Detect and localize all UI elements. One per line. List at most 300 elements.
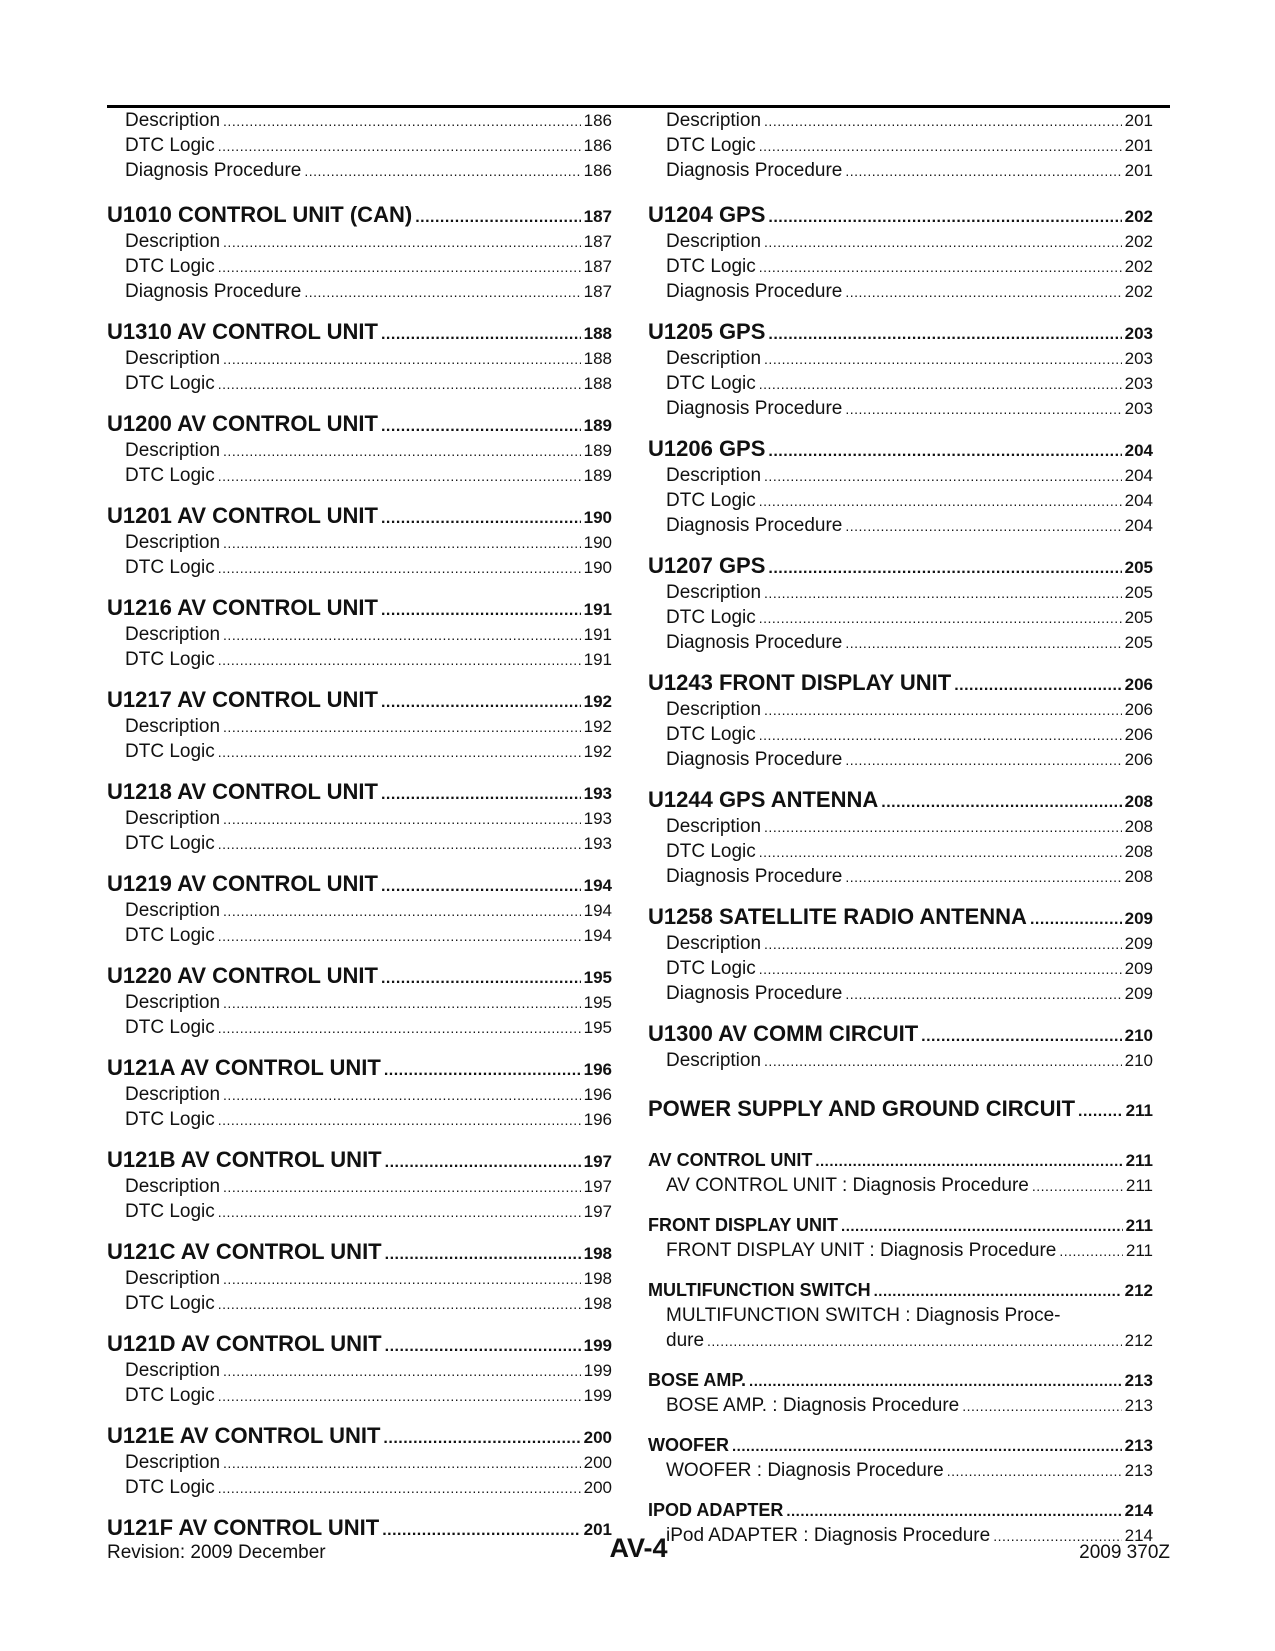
page-footer	[107, 1530, 1170, 1564]
toc-section-page: 188	[583, 324, 612, 343]
toc-item-label: Description	[666, 348, 762, 369]
toc-subsection-heading[interactable]	[648, 1432, 1153, 1458]
toc-item[interactable]	[107, 1450, 612, 1475]
dot-leader	[223, 109, 581, 134]
toc-section-title: U1310 AV CONTROL UNIT	[107, 319, 378, 344]
toc-section-page: 202	[1124, 207, 1153, 226]
toc-item-page: 189	[583, 466, 612, 485]
toc-item-label: Diagnosis Procedure	[666, 398, 843, 419]
toc-item[interactable]	[107, 622, 612, 647]
toc-item-page: 208	[1124, 867, 1153, 886]
dot-leader	[218, 1384, 581, 1409]
toc-item-label: Description	[125, 992, 221, 1013]
toc-item-page: 187	[583, 282, 612, 301]
toc-item-page: 188	[583, 349, 612, 368]
dot-leader	[759, 489, 1122, 514]
toc-item-label: Diagnosis Procedure	[666, 160, 843, 181]
toc-section-title: U121B AV CONTROL UNIT	[107, 1147, 382, 1172]
toc-item[interactable]	[648, 697, 1153, 722]
toc-item[interactable]	[107, 1199, 612, 1224]
toc-item-label: Description	[125, 1268, 221, 1289]
dot-leader	[786, 1499, 1121, 1525]
toc-item-page: 196	[583, 1085, 612, 1104]
toc-section-heading[interactable]	[648, 786, 1153, 814]
dot-leader	[381, 597, 581, 625]
dot-leader	[304, 159, 580, 184]
toc-section-page: 190	[583, 508, 612, 527]
toc-subsection-title: BOSE AMP.	[648, 1370, 747, 1390]
toc-item[interactable]	[107, 647, 612, 672]
dot-leader	[845, 280, 1121, 305]
toc-item[interactable]	[107, 923, 612, 948]
toc-section-title: U1243 FRONT DISPLAY UNIT	[648, 670, 952, 695]
toc-item[interactable]	[107, 463, 612, 488]
toc-item-label: DTC Logic	[125, 833, 215, 854]
dot-leader	[381, 321, 581, 349]
toc-section-page: 198	[583, 1244, 612, 1263]
toc-item-page: 213	[1124, 1396, 1153, 1415]
dot-leader	[759, 372, 1122, 397]
toc-item-label: dure	[666, 1330, 705, 1351]
toc-subsection-heading[interactable]	[648, 1277, 1153, 1303]
dot-leader	[707, 1329, 1122, 1354]
toc-item-page: 198	[583, 1269, 612, 1288]
dot-leader	[383, 1425, 580, 1453]
toc-item-label: Description	[125, 1176, 221, 1197]
toc-section-heading[interactable]	[107, 1422, 612, 1450]
toc-section-title: U1244 GPS ANTENNA	[648, 787, 879, 812]
dot-leader	[218, 464, 581, 489]
toc-item-page: 188	[583, 374, 612, 393]
toc-section-title: U1204 GPS	[648, 202, 766, 227]
toc-subsection-title: FRONT DISPLAY UNIT	[648, 1215, 839, 1235]
toc-item-page: 194	[583, 926, 612, 945]
toc-item-page: 205	[1124, 608, 1153, 627]
toc-item[interactable]	[648, 605, 1153, 630]
toc-item[interactable]	[107, 133, 612, 158]
toc-subsection-page: 213	[1124, 1436, 1153, 1455]
toc-item[interactable]	[107, 254, 612, 279]
dot-leader	[845, 397, 1121, 422]
dot-leader	[764, 581, 1122, 606]
toc-item-label: DTC Logic	[125, 1017, 215, 1038]
toc-section-title: U1201 AV CONTROL UNIT	[107, 503, 378, 528]
toc-section-title: U1200 AV CONTROL UNIT	[107, 411, 378, 436]
toc-item-label: DTC Logic	[125, 649, 215, 670]
toc-section-title: U121F AV CONTROL UNIT	[107, 1515, 380, 1540]
toc-item-page: 197	[583, 1202, 612, 1221]
toc-item-page: 195	[583, 993, 612, 1012]
toc-item-label: Description	[666, 699, 762, 720]
toc-item[interactable]	[107, 371, 612, 396]
toc-item[interactable]	[648, 839, 1153, 864]
toc-section-page: 189	[583, 416, 612, 435]
toc-section-page: 187	[583, 207, 612, 226]
toc-item[interactable]	[648, 747, 1153, 772]
toc-section-page: 205	[1124, 558, 1153, 577]
toc-item-page: 204	[1124, 516, 1153, 535]
toc-item[interactable]	[648, 133, 1153, 158]
dot-leader	[921, 1023, 1121, 1051]
dot-leader	[954, 672, 1121, 700]
toc-item[interactable]	[107, 1174, 612, 1199]
toc-item[interactable]	[107, 1291, 612, 1316]
dot-leader	[845, 982, 1121, 1007]
toc-item-label: DTC Logic	[666, 724, 756, 745]
toc-item[interactable]	[107, 158, 612, 183]
toc-item-page: 189	[583, 441, 612, 460]
toc-item-label: DTC Logic	[666, 256, 756, 277]
toc-section-heading[interactable]	[648, 318, 1153, 346]
toc-item[interactable]	[107, 1107, 612, 1132]
toc-item[interactable]	[648, 1238, 1153, 1263]
dot-leader	[218, 1476, 581, 1501]
toc-item-label: Description	[125, 231, 221, 252]
toc-item-label: Description	[125, 716, 221, 737]
dot-leader	[223, 1267, 581, 1292]
toc-section-title: U1220 AV CONTROL UNIT	[107, 963, 378, 988]
dot-leader	[1030, 906, 1122, 934]
toc-item-label: Description	[666, 110, 762, 131]
toc-item-label: DTC Logic	[125, 1385, 215, 1406]
toc-item[interactable]	[648, 396, 1153, 421]
dot-leader	[218, 134, 581, 159]
dot-leader	[881, 789, 1121, 817]
toc-item-page: 190	[583, 533, 612, 552]
toc-item-page: 186	[583, 161, 612, 180]
toc-item-label: Description	[666, 465, 762, 486]
dot-leader	[218, 556, 581, 581]
toc-section-page: 209	[1124, 909, 1153, 928]
toc-item[interactable]	[648, 580, 1153, 605]
toc-item-page: 210	[1124, 1051, 1153, 1070]
toc-item-page: 204	[1124, 466, 1153, 485]
toc-item[interactable]	[648, 1328, 1153, 1353]
toc-section-heading[interactable]	[107, 778, 612, 806]
toc-item[interactable]	[107, 831, 612, 856]
dot-leader	[947, 1459, 1122, 1484]
toc-item-label: DTC Logic	[666, 373, 756, 394]
toc-item-page: 186	[583, 111, 612, 130]
toc-subsection-page: 213	[1124, 1371, 1153, 1390]
toc-item[interactable]	[107, 1383, 612, 1408]
toc-section-title: U121E AV CONTROL UNIT	[107, 1423, 381, 1448]
toc-section-heading[interactable]	[107, 594, 612, 622]
toc-item-page: 186	[583, 136, 612, 155]
toc-section-heading[interactable]	[107, 410, 612, 438]
dot-leader	[759, 723, 1122, 748]
toc-item-label: DTC Logic	[125, 373, 215, 394]
dot-leader	[764, 464, 1122, 489]
toc-section-title: POWER SUPPLY AND GROUND CIRCUIT	[648, 1096, 1076, 1121]
toc-item-label: Description	[666, 1050, 762, 1071]
toc-item[interactable]	[648, 981, 1153, 1006]
toc-item-page: 197	[583, 1177, 612, 1196]
toc-subsection-heading[interactable]	[648, 1212, 1153, 1238]
dot-leader	[845, 631, 1121, 656]
toc-item[interactable]	[107, 438, 612, 463]
toc-item-label: DTC Logic	[666, 490, 756, 511]
toc-item[interactable]	[648, 346, 1153, 371]
toc-item-page: 190	[583, 558, 612, 577]
model-text: 2009 370Z	[1079, 1542, 1170, 1563]
toc-item[interactable]	[107, 990, 612, 1015]
dot-leader	[381, 505, 581, 533]
toc-item-label: Description	[125, 110, 221, 131]
dot-leader	[1078, 1098, 1123, 1126]
dot-leader	[223, 715, 581, 740]
toc-item-label: DTC Logic	[125, 741, 215, 762]
toc-item[interactable]	[648, 513, 1153, 538]
toc-item-page: 211	[1125, 1176, 1153, 1195]
dot-leader	[385, 1241, 581, 1269]
dot-leader	[764, 932, 1122, 957]
toc-item-label: DTC Logic	[125, 135, 215, 156]
dot-leader	[759, 957, 1122, 982]
toc-item-label: Description	[125, 900, 221, 921]
toc-subsection-page: 211	[1125, 1216, 1153, 1235]
toc-section-page: 195	[583, 968, 612, 987]
toc-item[interactable]	[107, 229, 612, 254]
toc-section-page: 203	[1124, 324, 1153, 343]
toc-section-heading[interactable]	[648, 1095, 1153, 1123]
toc-item[interactable]	[107, 530, 612, 555]
toc-item-label: DTC Logic	[666, 135, 756, 156]
toc-item[interactable]	[648, 630, 1153, 655]
toc-subsection-page: 211	[1125, 1151, 1153, 1170]
toc-section-title: U1300 AV COMM CIRCUIT	[648, 1021, 919, 1046]
dot-leader	[381, 965, 581, 993]
toc-item-page: 201	[1124, 111, 1153, 130]
toc-item-label: DTC Logic	[666, 841, 756, 862]
toc-item-page: 191	[583, 650, 612, 669]
toc-subsection-heading[interactable]	[648, 1497, 1153, 1523]
toc-section-heading[interactable]	[107, 1146, 612, 1174]
toc-subsection-heading[interactable]	[648, 1367, 1153, 1393]
toc-item[interactable]	[648, 158, 1153, 183]
dot-leader	[764, 815, 1122, 840]
toc-item-label: Diagnosis Procedure	[666, 632, 843, 653]
toc-item[interactable]	[648, 254, 1153, 279]
toc-item[interactable]	[107, 555, 612, 580]
toc-item-page: 214	[1124, 1526, 1153, 1545]
toc-section-title: U1205 GPS	[648, 319, 766, 344]
toc-item[interactable]	[648, 956, 1153, 981]
toc-section-page: 197	[583, 1152, 612, 1171]
toc-item[interactable]	[107, 806, 612, 831]
toc-item-page: 194	[583, 901, 612, 920]
toc-section-heading[interactable]	[107, 686, 612, 714]
toc-item[interactable]	[107, 898, 612, 923]
toc-item[interactable]	[107, 1015, 612, 1040]
toc-section-heading[interactable]	[107, 502, 612, 530]
toc-item-label: DTC Logic	[125, 1293, 215, 1314]
toc-item-page: 187	[583, 232, 612, 251]
toc-item[interactable]	[648, 108, 1153, 133]
dot-leader	[223, 807, 581, 832]
toc-item[interactable]	[107, 1358, 612, 1383]
toc-item[interactable]	[648, 371, 1153, 396]
dot-leader	[845, 748, 1121, 773]
toc-item[interactable]	[648, 229, 1153, 254]
toc-item-page: 202	[1124, 257, 1153, 276]
toc-section-title: U1219 AV CONTROL UNIT	[107, 871, 378, 896]
dot-leader	[874, 1279, 1122, 1305]
toc-item-page: 211	[1125, 1241, 1153, 1260]
toc-item[interactable]	[648, 279, 1153, 304]
toc-item-page: 208	[1124, 817, 1153, 836]
toc-section-title: U1206 GPS	[648, 436, 766, 461]
toc-item-label: Diagnosis Procedure	[666, 866, 843, 887]
toc-section-heading[interactable]	[107, 201, 612, 229]
toc-subsection-page: 214	[1124, 1501, 1153, 1520]
dot-leader	[218, 1200, 581, 1225]
toc-section-heading[interactable]	[648, 552, 1153, 580]
toc-item[interactable]	[107, 1475, 612, 1500]
toc-item-page: 196	[583, 1110, 612, 1129]
toc-item-label: DTC Logic	[125, 925, 215, 946]
dot-leader	[223, 531, 581, 556]
toc-item-label: Diagnosis Procedure	[125, 160, 302, 181]
dot-leader	[815, 1149, 1122, 1175]
page-id: AV-4	[609, 1533, 668, 1563]
toc-section-heading[interactable]	[648, 435, 1153, 463]
toc-item-label: DTC Logic	[125, 465, 215, 486]
dot-leader	[759, 840, 1122, 865]
dot-leader	[764, 347, 1122, 372]
toc-item-wrapped-line[interactable]	[648, 1303, 1153, 1328]
toc-item-page: 198	[583, 1294, 612, 1313]
dot-leader	[218, 924, 581, 949]
toc-item[interactable]	[648, 1173, 1153, 1198]
toc-item[interactable]	[648, 463, 1153, 488]
toc-item-label: DTC Logic	[125, 256, 215, 277]
dot-leader	[223, 623, 581, 648]
dot-leader	[759, 255, 1122, 280]
toc-subsection-title: MULTIFUNCTION SWITCH	[648, 1280, 871, 1300]
toc-item[interactable]	[648, 864, 1153, 889]
dot-leader	[218, 1292, 581, 1317]
dot-leader	[304, 280, 580, 305]
dot-leader	[223, 1175, 581, 1200]
toc-item-label: DTC Logic	[666, 958, 756, 979]
toc-item[interactable]	[648, 814, 1153, 839]
toc-section-heading[interactable]	[648, 903, 1153, 931]
toc-item-page: 199	[583, 1361, 612, 1380]
toc-item-page: 200	[583, 1478, 612, 1497]
toc-item[interactable]	[648, 1048, 1153, 1073]
toc-section-heading[interactable]	[107, 870, 612, 898]
toc-item-label: Diagnosis Procedure	[666, 983, 843, 1004]
toc-item[interactable]	[648, 1393, 1153, 1418]
toc-section-heading[interactable]	[648, 201, 1153, 229]
toc-subsection-heading[interactable]	[648, 1147, 1153, 1173]
toc-section-heading[interactable]	[107, 1054, 612, 1082]
toc-item[interactable]	[107, 714, 612, 739]
toc-item[interactable]	[648, 488, 1153, 513]
dot-leader	[415, 204, 580, 232]
toc-section-page: 196	[583, 1060, 612, 1079]
dot-leader	[764, 1049, 1122, 1074]
toc-section-page: 200	[583, 1428, 612, 1447]
dot-leader	[218, 255, 581, 280]
toc-section-title: U121A AV CONTROL UNIT	[107, 1055, 381, 1080]
toc-section-page: 208	[1124, 792, 1153, 811]
dot-leader	[381, 689, 581, 717]
dot-leader	[223, 1359, 581, 1384]
dot-leader	[218, 832, 581, 857]
toc-item-label: BOSE AMP. : Diagnosis Procedure	[666, 1395, 960, 1416]
dot-leader	[223, 230, 581, 255]
toc-section-heading[interactable]	[648, 1020, 1153, 1048]
toc-item-page: 204	[1124, 491, 1153, 510]
dot-leader	[223, 899, 581, 924]
dot-leader	[1032, 1174, 1123, 1199]
toc-item-page: 203	[1124, 349, 1153, 368]
toc-section-heading[interactable]	[107, 1238, 612, 1266]
toc-left-column	[107, 108, 612, 1542]
dot-leader	[218, 648, 581, 673]
toc-item[interactable]	[648, 1458, 1153, 1483]
toc-item-label: Diagnosis Procedure	[666, 515, 843, 536]
toc-item-label: Description	[125, 440, 221, 461]
toc-section-heading[interactable]	[648, 669, 1153, 697]
toc-item[interactable]	[107, 739, 612, 764]
toc-section-heading[interactable]	[107, 318, 612, 346]
toc-item[interactable]	[107, 346, 612, 371]
toc-item-page: 202	[1124, 282, 1153, 301]
dot-leader	[218, 740, 581, 765]
toc-section-title: U1258 SATELLITE RADIO ANTENNA	[648, 904, 1027, 929]
toc-item-label: WOOFER : Diagnosis Procedure	[666, 1460, 944, 1481]
toc-right-column	[648, 108, 1153, 1548]
toc-item-label: DTC Logic	[125, 1109, 215, 1130]
toc-item-label: Description	[125, 348, 221, 369]
toc-item[interactable]	[107, 279, 612, 304]
dot-leader	[381, 873, 581, 901]
toc-section-page: 211	[1125, 1101, 1153, 1120]
toc-section-title: U1207 GPS	[648, 553, 766, 578]
dot-leader	[1059, 1239, 1123, 1264]
dot-leader	[764, 109, 1122, 134]
toc-item-label: Description	[125, 532, 221, 553]
toc-section-title: U1217 AV CONTROL UNIT	[107, 687, 378, 712]
toc-item-label: DTC Logic	[125, 1201, 215, 1222]
dot-leader	[845, 865, 1121, 890]
toc-item-page: 202	[1124, 232, 1153, 251]
dot-leader	[218, 1016, 581, 1041]
toc-section-page: 199	[583, 1336, 612, 1355]
toc-item[interactable]	[107, 1082, 612, 1107]
toc-section-heading[interactable]	[107, 962, 612, 990]
revision-text: Revision: 2009 December	[107, 1542, 326, 1563]
toc-item[interactable]	[107, 1266, 612, 1291]
toc-item-page: 205	[1124, 583, 1153, 602]
toc-item-label: Description	[666, 231, 762, 252]
toc-subsection-title: WOOFER	[648, 1435, 729, 1455]
toc-item[interactable]	[648, 931, 1153, 956]
toc-item-page: 206	[1124, 700, 1153, 719]
toc-section-heading[interactable]	[107, 1330, 612, 1358]
toc-item-label: MULTIFUNCTION SWITCH : Diagnosis Proce-	[666, 1305, 1061, 1326]
toc-item-page: 193	[583, 834, 612, 853]
toc-section-page: 192	[583, 692, 612, 711]
toc-section-title: U1216 AV CONTROL UNIT	[107, 595, 378, 620]
toc-subsection-title: IPOD ADAPTER	[648, 1500, 784, 1520]
toc-item[interactable]	[107, 108, 612, 133]
dot-leader	[962, 1394, 1121, 1419]
toc-item[interactable]	[648, 722, 1153, 747]
